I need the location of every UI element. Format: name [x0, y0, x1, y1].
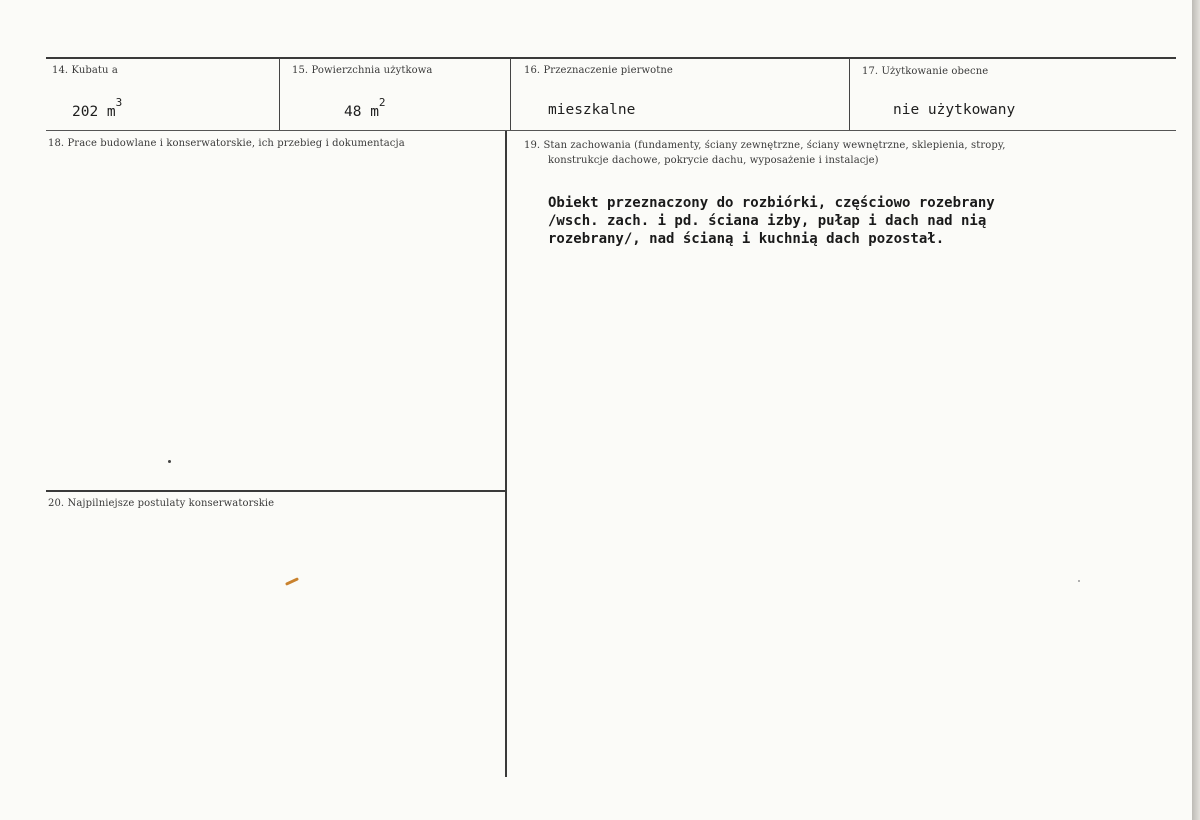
field-14-value: 202 $m^3$: [72, 96, 123, 120]
field-14-label: 14. Kubatu a: [52, 65, 118, 76]
field-19-text-line-1: Obiekt przeznaczony do rozbiórki, częściowo rozebrany: [548, 195, 995, 211]
divider-15-16: [510, 58, 511, 130]
divider-main-vertical: [505, 131, 507, 777]
ink-speck: [168, 460, 171, 463]
top-border-line: [46, 57, 1176, 59]
field-19-label-line2: konstrukcje dachowe, pokrycie dachu, wyposażenie i instalacje): [548, 155, 879, 166]
ink-mark: [285, 577, 299, 586]
field-16-label: 16. Przeznaczenie pierwotne: [524, 65, 673, 76]
divider-14-15: [279, 58, 280, 130]
field-15-value: 48 $m^2$: [344, 96, 386, 120]
row-18-20-separator: [46, 490, 506, 492]
divider-16-17: [849, 58, 850, 130]
field-19-text-line-2: /wsch. zach. i pd. ściana izby, pułap i dach nad nią: [548, 213, 987, 229]
field-16-value: mieszkalne: [548, 102, 636, 118]
field-17-value: nie użytkowany: [893, 102, 1016, 118]
paper-speck: [1078, 580, 1080, 582]
field-19-label-line1: 19. Stan zachowania (fundamenty, ściany zewnętrzne, ściany wewnętrzne, sklepienia, stropy,: [524, 140, 1006, 151]
field-19-text-line-3: rozebrany/, nad ścianą i kuchnią dach pozostał.: [548, 231, 945, 247]
field-17-label: 17. Użytkowanie obecne: [862, 66, 989, 77]
card-edge-shadow: [1192, 0, 1200, 820]
row1-bottom-line: [46, 130, 1176, 131]
field-15-label: 15. Powierzchnia użytkowa: [292, 65, 433, 76]
field-20-label: 20. Najpilniejsze postulaty konserwatorskie: [48, 498, 275, 509]
field-18-label: 18. Prace budowlane i konserwatorskie, ich przebieg i dokumentacja: [48, 138, 405, 149]
